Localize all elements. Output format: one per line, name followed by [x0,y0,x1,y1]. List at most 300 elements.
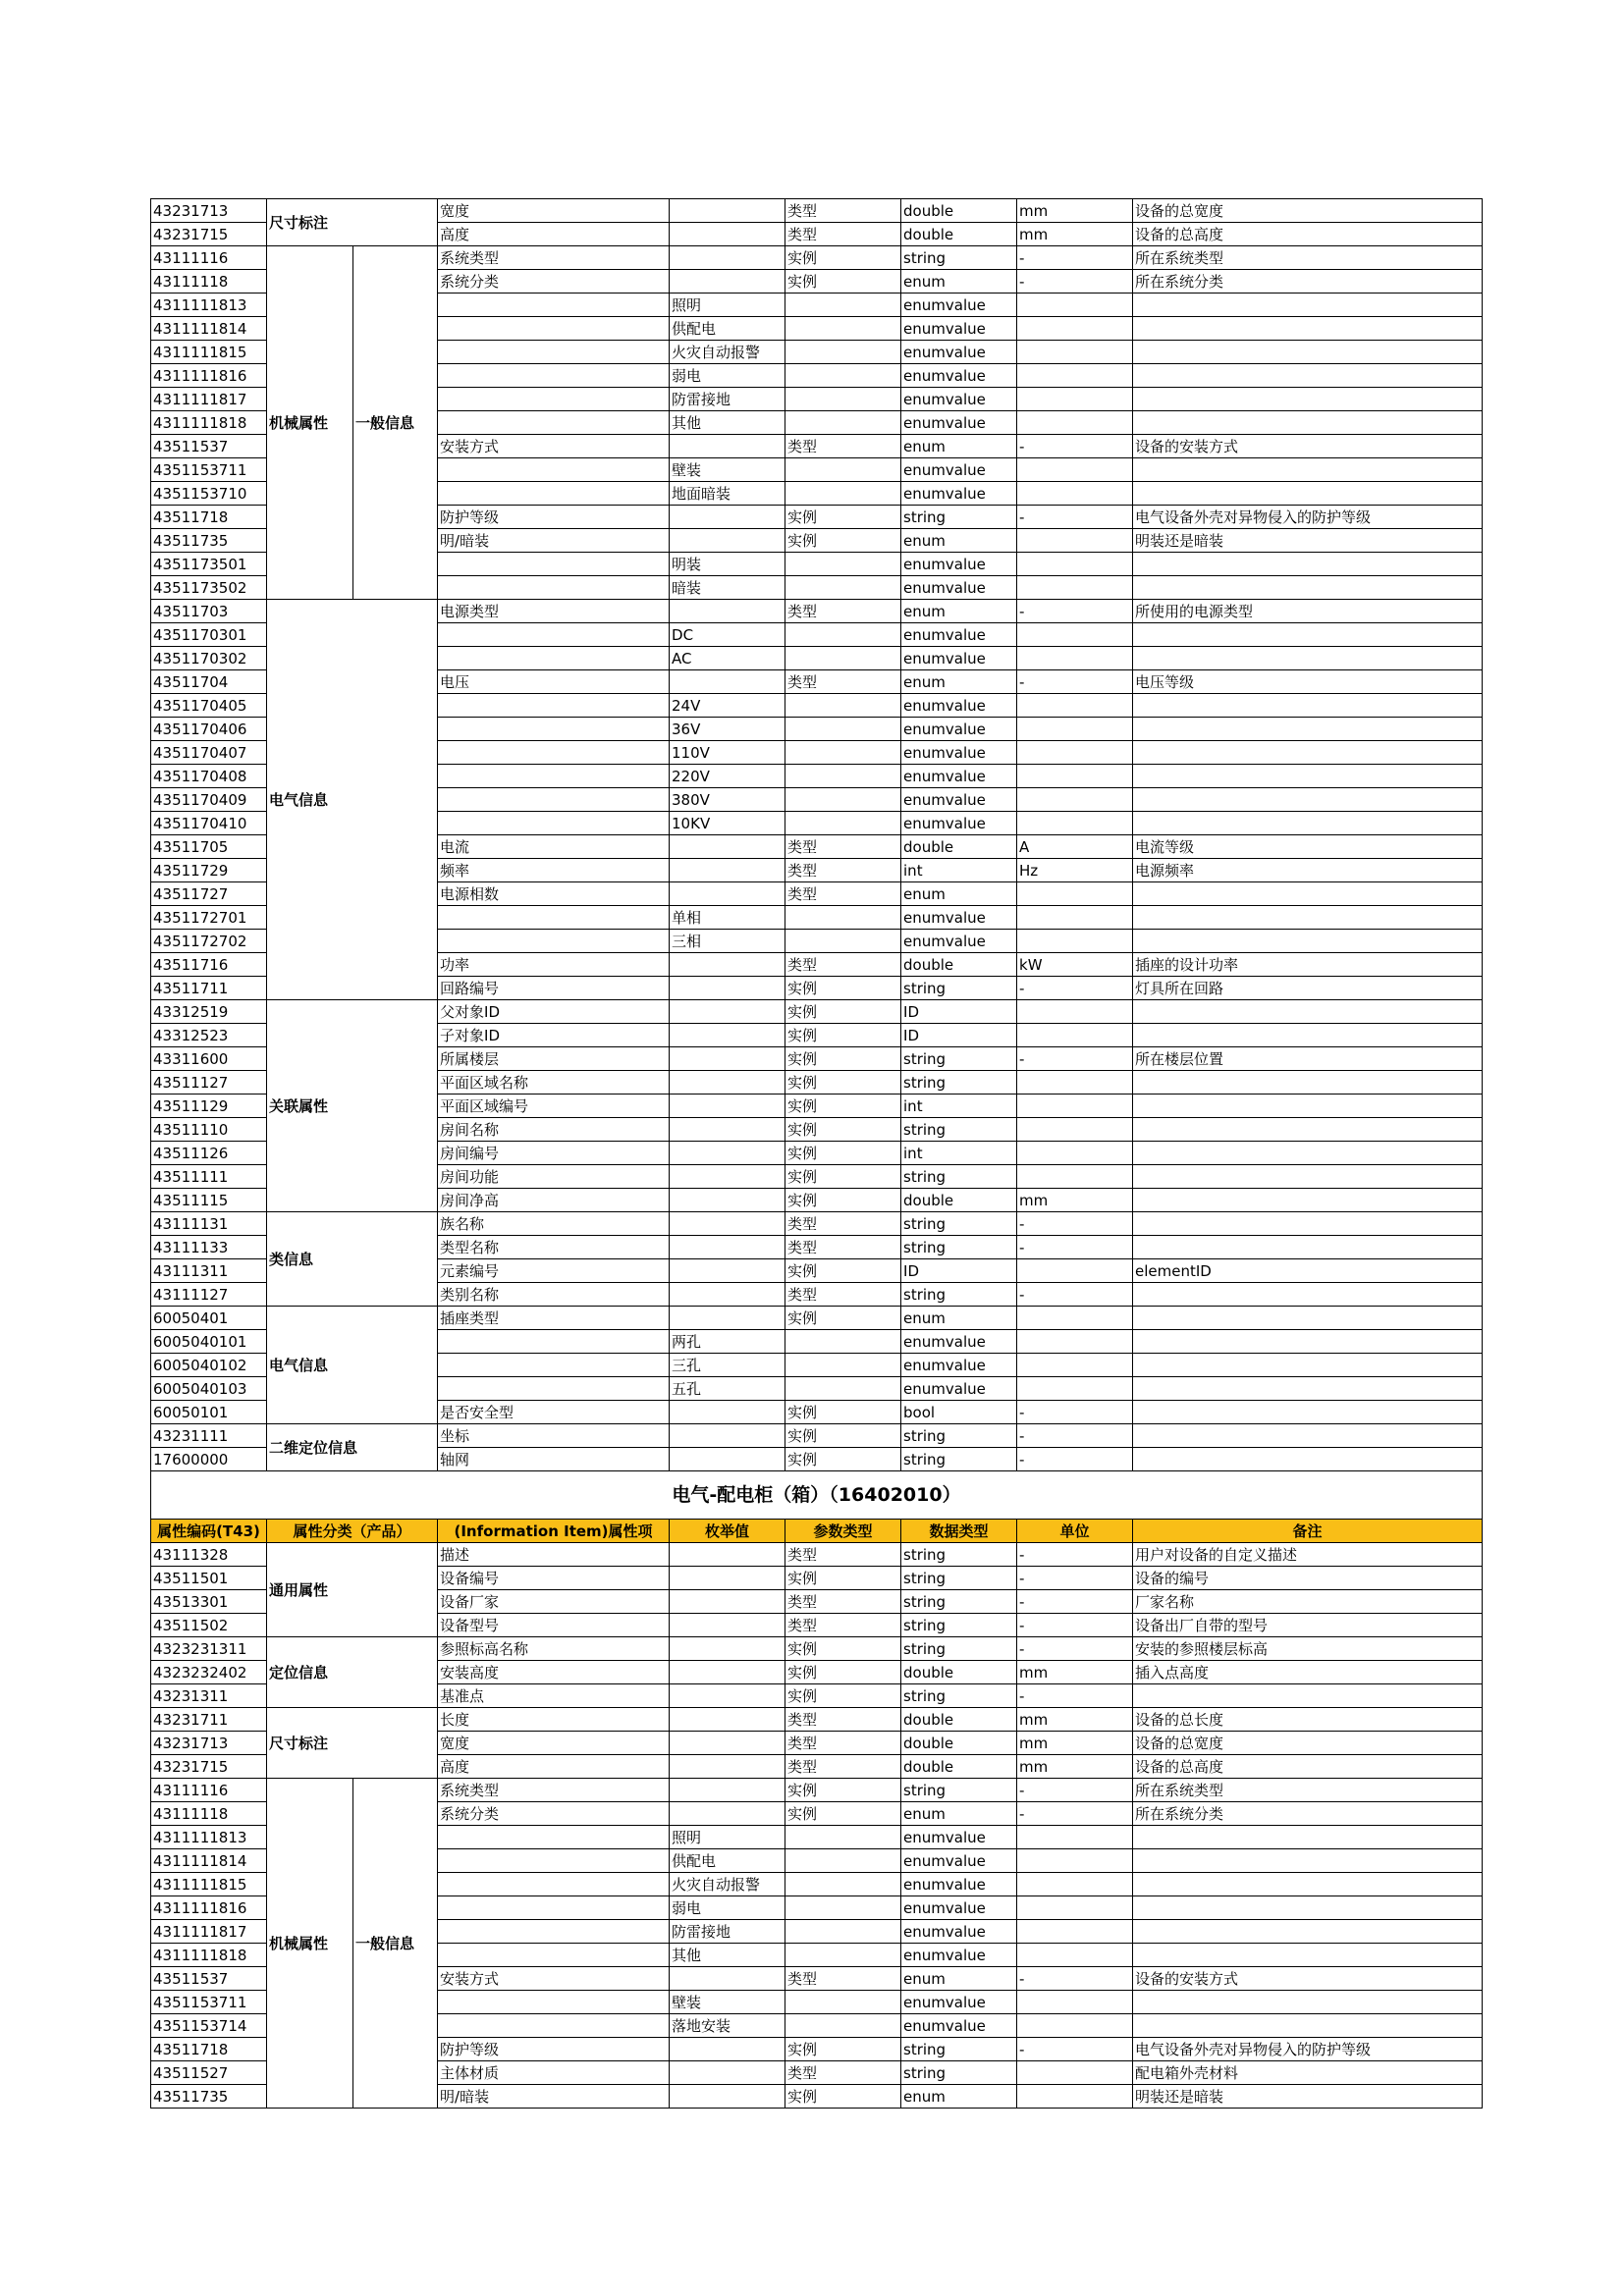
enum-cell [670,1236,785,1259]
item-cell: 坐标 [438,1424,670,1448]
code-cell: 43511718 [151,2038,267,2061]
item-cell: 设备型号 [438,1614,670,1637]
item-cell: 房间编号 [438,1142,670,1165]
item-cell [438,576,670,600]
code-cell: 43513301 [151,1590,267,1614]
note-cell [1133,1448,1483,1471]
data-type-cell: double [901,1732,1017,1755]
enum-cell: 供配电 [670,1849,785,1873]
unit-cell: A [1017,835,1133,859]
code-cell: 43511537 [151,1967,267,1991]
param-type-cell: 实例 [785,1024,901,1047]
note-cell: 设备的安装方式 [1133,1967,1483,1991]
enum-cell: 两孔 [670,1330,785,1354]
code-cell: 43231311 [151,1684,267,1708]
note-cell: 设备的总宽度 [1133,199,1483,223]
enum-cell: 110V [670,741,785,765]
param-type-cell: 实例 [785,246,901,270]
code-cell: 43231715 [151,223,267,246]
data-type-cell: enumvalue [901,1826,1017,1849]
code-cell: 60050401 [151,1307,267,1330]
unit-cell: - [1017,1802,1133,1826]
group-cell: 一般信息 [353,246,438,600]
code-cell: 4311111817 [151,388,267,411]
unit-cell [1017,718,1133,741]
unit-cell: - [1017,1637,1133,1661]
column-header: (Information Item)属性项 [438,1520,670,1543]
enum-cell [670,1448,785,1471]
unit-cell: - [1017,2038,1133,2061]
param-type-cell [785,1330,901,1354]
code-cell: 43511711 [151,977,267,1000]
enum-cell: 地面暗装 [670,482,785,506]
item-cell: 父对象ID [438,1000,670,1024]
param-type-cell [785,294,901,317]
note-cell [1133,1000,1483,1024]
param-type-cell [785,1354,901,1377]
unit-cell [1017,906,1133,930]
note-cell [1133,1896,1483,1920]
note-cell: 设备的总高度 [1133,1755,1483,1779]
enum-cell: 照明 [670,1826,785,1849]
note-cell: 电气设备外壳对异物侵入的防护等级 [1133,506,1483,529]
param-type-cell [785,553,901,576]
enum-cell: 壁装 [670,1991,785,2014]
data-type-cell: enum [901,670,1017,694]
data-type-cell: enumvalue [901,930,1017,953]
param-type-cell: 类型 [785,1590,901,1614]
code-cell: 43511115 [151,1189,267,1212]
item-cell: 插座类型 [438,1307,670,1330]
enum-cell [670,1095,785,1118]
code-cell: 4311111813 [151,294,267,317]
code-cell: 43511129 [151,1095,267,1118]
enum-cell: 其他 [670,1944,785,1967]
table-row [151,1212,1483,1236]
note-cell [1133,1826,1483,1849]
enum-cell [670,1283,785,1307]
item-cell [438,1896,670,1920]
enum-cell [670,1071,785,1095]
item-cell [438,341,670,364]
unit-cell [1017,882,1133,906]
unit-cell [1017,1000,1133,1024]
data-type-cell: string [901,1236,1017,1259]
unit-cell: - [1017,1543,1133,1567]
item-cell: 宽度 [438,1732,670,1755]
column-header: 属性编码(T43) [151,1520,267,1543]
param-type-cell [785,694,901,718]
enum-cell [670,529,785,553]
data-type-cell: enum [901,529,1017,553]
note-cell [1133,623,1483,647]
data-type-cell: enumvalue [901,1944,1017,1967]
param-type-cell: 类型 [785,2061,901,2085]
item-cell [438,482,670,506]
enum-cell [670,1259,785,1283]
note-cell: 明装还是暗装 [1133,2085,1483,2109]
param-type-cell: 实例 [785,1567,901,1590]
code-cell: 43111131 [151,1212,267,1236]
unit-cell: - [1017,270,1133,294]
unit-cell: - [1017,1236,1133,1259]
note-cell: 灯具所在回路 [1133,977,1483,1000]
enum-cell [670,1755,785,1779]
item-cell [438,1873,670,1896]
item-cell [438,411,670,435]
param-type-cell: 实例 [785,506,901,529]
data-type-cell: enumvalue [901,1873,1017,1896]
param-type-cell: 实例 [785,977,901,1000]
note-cell [1133,906,1483,930]
item-cell: 系统类型 [438,1779,670,1802]
unit-cell: - [1017,670,1133,694]
code-cell: 4311111817 [151,1920,267,1944]
group-cell: 二维定位信息 [267,1424,438,1471]
param-type-cell [785,930,901,953]
param-type-cell: 实例 [785,1095,901,1118]
table-row [151,199,1483,223]
enum-cell: 弱电 [670,1896,785,1920]
enum-cell [670,835,785,859]
data-type-cell: int [901,859,1017,882]
group-cell: 机械属性 [267,246,353,600]
unit-cell: - [1017,1590,1133,1614]
param-type-cell: 实例 [785,1000,901,1024]
unit-cell [1017,1024,1133,1047]
data-type-cell: string [901,1283,1017,1307]
enum-cell: 36V [670,718,785,741]
data-type-cell: enumvalue [901,576,1017,600]
code-cell: 43111116 [151,246,267,270]
item-cell [438,788,670,812]
enum-cell [670,1802,785,1826]
enum-cell: 三孔 [670,1354,785,1377]
code-cell: 43111133 [151,1236,267,1259]
enum-cell: 五孔 [670,1377,785,1401]
data-type-cell: enum [901,600,1017,623]
item-cell: 安装方式 [438,1967,670,1991]
unit-cell [1017,1307,1133,1330]
param-type-cell: 实例 [785,270,901,294]
unit-cell [1017,1259,1133,1283]
note-cell [1133,2014,1483,2038]
table-row [151,1424,1483,1448]
table-row [151,600,1483,623]
param-type-cell [785,388,901,411]
unit-cell [1017,2085,1133,2109]
code-cell: 4311111816 [151,364,267,388]
item-cell [438,458,670,482]
unit-cell [1017,458,1133,482]
param-type-cell [785,1896,901,1920]
data-type-cell: enumvalue [901,1920,1017,1944]
param-type-cell [785,576,901,600]
unit-cell [1017,765,1133,788]
data-type-cell: enumvalue [901,694,1017,718]
item-cell: 房间净高 [438,1189,670,1212]
unit-cell [1017,1142,1133,1165]
param-type-cell: 类型 [785,670,901,694]
data-type-cell: string [901,1047,1017,1071]
note-cell [1133,1024,1483,1047]
note-cell: 设备的总长度 [1133,1708,1483,1732]
param-type-cell [785,623,901,647]
unit-cell [1017,576,1133,600]
note-cell [1133,930,1483,953]
unit-cell [1017,341,1133,364]
param-type-cell [785,812,901,835]
data-type-cell: string [901,1684,1017,1708]
data-type-cell: enumvalue [901,341,1017,364]
table-row [151,1307,1483,1330]
enum-cell: DC [670,623,785,647]
data-type-cell: double [901,223,1017,246]
code-cell: 43511537 [151,435,267,458]
item-cell: 平面区域编号 [438,1095,670,1118]
note-cell: 电源频率 [1133,859,1483,882]
enum-cell [670,435,785,458]
note-cell [1133,882,1483,906]
code-cell: 4311111816 [151,1896,267,1920]
data-type-cell: string [901,1637,1017,1661]
group-cell: 一般信息 [353,1779,438,2109]
code-cell: 4351153711 [151,1991,267,2014]
param-type-cell [785,765,901,788]
unit-cell [1017,1873,1133,1896]
param-type-cell: 类型 [785,600,901,623]
code-cell: 4351172702 [151,930,267,953]
param-type-cell: 类型 [785,1614,901,1637]
data-type-cell: double [901,199,1017,223]
code-cell: 43511718 [151,506,267,529]
enum-cell: 单相 [670,906,785,930]
unit-cell [1017,482,1133,506]
item-cell: 类型名称 [438,1236,670,1259]
note-cell: 所在系统分类 [1133,270,1483,294]
code-cell: 4323232402 [151,1661,267,1684]
table-row [151,1779,1483,1802]
item-cell [438,812,670,835]
column-header: 属性分类（产品） [267,1520,438,1543]
data-type-cell: double [901,835,1017,859]
note-cell: 配电箱外壳材料 [1133,2061,1483,2085]
unit-cell [1017,694,1133,718]
code-cell: 43511501 [151,1567,267,1590]
data-type-cell: enum [901,2085,1017,2109]
enum-cell [670,199,785,223]
unit-cell: mm [1017,1708,1133,1732]
enum-cell: 暗装 [670,576,785,600]
enum-cell: 火灾自动报警 [670,341,785,364]
item-cell [438,765,670,788]
unit-cell: - [1017,1047,1133,1071]
item-cell: 是否安全型 [438,1401,670,1424]
unit-cell: - [1017,1684,1133,1708]
group-cell: 尺寸标注 [267,1708,438,1779]
code-cell: 43231111 [151,1424,267,1448]
note-cell [1133,576,1483,600]
param-type-cell [785,482,901,506]
enum-cell [670,1967,785,1991]
param-type-cell: 类型 [785,835,901,859]
note-cell [1133,1330,1483,1354]
unit-cell [1017,388,1133,411]
item-cell: 安装方式 [438,435,670,458]
param-type-cell: 实例 [785,2085,901,2109]
unit-cell [1017,529,1133,553]
param-type-cell: 实例 [785,1307,901,1330]
code-cell: 4311111815 [151,341,267,364]
data-type-cell: double [901,1708,1017,1732]
column-header: 单位 [1017,1520,1133,1543]
enum-cell: 弱电 [670,364,785,388]
table-row [151,1543,1483,1567]
param-type-cell: 实例 [785,1118,901,1142]
code-cell: 4311111818 [151,411,267,435]
item-cell: 电源类型 [438,600,670,623]
note-cell [1133,741,1483,765]
unit-cell: - [1017,506,1133,529]
data-type-cell: ID [901,1000,1017,1024]
unit-cell: mm [1017,223,1133,246]
enum-cell: AC [670,647,785,670]
unit-cell [1017,1095,1133,1118]
data-type-cell: enum [901,270,1017,294]
code-cell: 43511735 [151,2085,267,2109]
code-cell: 43511704 [151,670,267,694]
enum-cell [670,1661,785,1684]
note-cell [1133,411,1483,435]
item-cell [438,718,670,741]
note-cell: 设备的编号 [1133,1567,1483,1590]
column-header: 参数类型 [785,1520,901,1543]
param-type-cell: 实例 [785,1448,901,1471]
item-cell: 回路编号 [438,977,670,1000]
param-type-cell: 类型 [785,1732,901,1755]
note-cell [1133,1920,1483,1944]
item-cell: 基准点 [438,1684,670,1708]
item-cell: 明/暗装 [438,2085,670,2109]
data-type-cell: string [901,1424,1017,1448]
unit-cell: mm [1017,1732,1133,1755]
code-cell: 60050101 [151,1401,267,1424]
code-cell: 4351173502 [151,576,267,600]
item-cell [438,1826,670,1849]
item-cell [438,294,670,317]
unit-cell: - [1017,1401,1133,1424]
note-cell [1133,553,1483,576]
item-cell [438,741,670,765]
note-cell [1133,388,1483,411]
data-type-cell: string [901,1779,1017,1802]
item-cell: 功率 [438,953,670,977]
item-cell: 设备编号 [438,1567,670,1590]
param-type-cell [785,1920,901,1944]
item-cell: 参照标高名称 [438,1637,670,1661]
attribute-table [150,198,1483,2109]
enum-cell [670,1118,785,1142]
note-cell [1133,788,1483,812]
enum-cell [670,1567,785,1590]
note-cell [1133,718,1483,741]
note-cell: 设备出厂自带的型号 [1133,1614,1483,1637]
unit-cell: mm [1017,199,1133,223]
note-cell: 所在系统分类 [1133,1802,1483,1826]
code-cell: 43231713 [151,199,267,223]
item-cell [438,1944,670,1967]
note-cell [1133,1873,1483,1896]
data-type-cell: enumvalue [901,1849,1017,1873]
code-cell: 43511729 [151,859,267,882]
unit-cell: - [1017,977,1133,1000]
enum-cell [670,1543,785,1567]
item-cell [438,930,670,953]
code-cell: 4351170407 [151,741,267,765]
code-cell: 6005040103 [151,1377,267,1401]
item-cell [438,1354,670,1377]
note-cell: 厂家名称 [1133,1590,1483,1614]
enum-cell [670,2061,785,2085]
unit-cell [1017,317,1133,341]
enum-cell [670,1614,785,1637]
data-type-cell: string [901,1567,1017,1590]
data-type-cell: string [901,1543,1017,1567]
note-cell: 设备的总高度 [1133,223,1483,246]
note-cell [1133,294,1483,317]
item-cell [438,1849,670,1873]
enum-cell [670,953,785,977]
param-type-cell [785,364,901,388]
note-cell: 安装的参照楼层标高 [1133,1637,1483,1661]
data-type-cell: double [901,1755,1017,1779]
enum-cell [670,2085,785,2109]
item-cell [438,694,670,718]
section-title: 电气-配电柜（箱）（16402010） [151,1471,1483,1520]
unit-cell: - [1017,1448,1133,1471]
data-type-cell: enum [901,1967,1017,1991]
code-cell: 4351153714 [151,2014,267,2038]
unit-cell: mm [1017,1755,1133,1779]
param-type-cell: 实例 [785,1259,901,1283]
param-type-cell [785,317,901,341]
enum-cell [670,1732,785,1755]
data-type-cell: enum [901,1307,1017,1330]
item-cell: 高度 [438,223,670,246]
unit-cell [1017,1991,1133,2014]
code-cell: 4351170301 [151,623,267,647]
code-cell: 4351170408 [151,765,267,788]
data-type-cell: enumvalue [901,294,1017,317]
enum-cell [670,1189,785,1212]
note-cell [1133,1944,1483,1967]
unit-cell [1017,1826,1133,1849]
param-type-cell: 类型 [785,223,901,246]
enum-cell [670,670,785,694]
unit-cell: - [1017,1424,1133,1448]
note-cell: 所在系统类型 [1133,246,1483,270]
group-cell: 电气信息 [267,1307,438,1424]
data-type-cell: string [901,246,1017,270]
param-type-cell [785,411,901,435]
unit-cell [1017,741,1133,765]
note-cell: 设备的安装方式 [1133,435,1483,458]
unit-cell [1017,647,1133,670]
param-type-cell [785,1849,901,1873]
note-cell: 插入点高度 [1133,1661,1483,1684]
item-cell: 防护等级 [438,2038,670,2061]
item-cell [438,364,670,388]
